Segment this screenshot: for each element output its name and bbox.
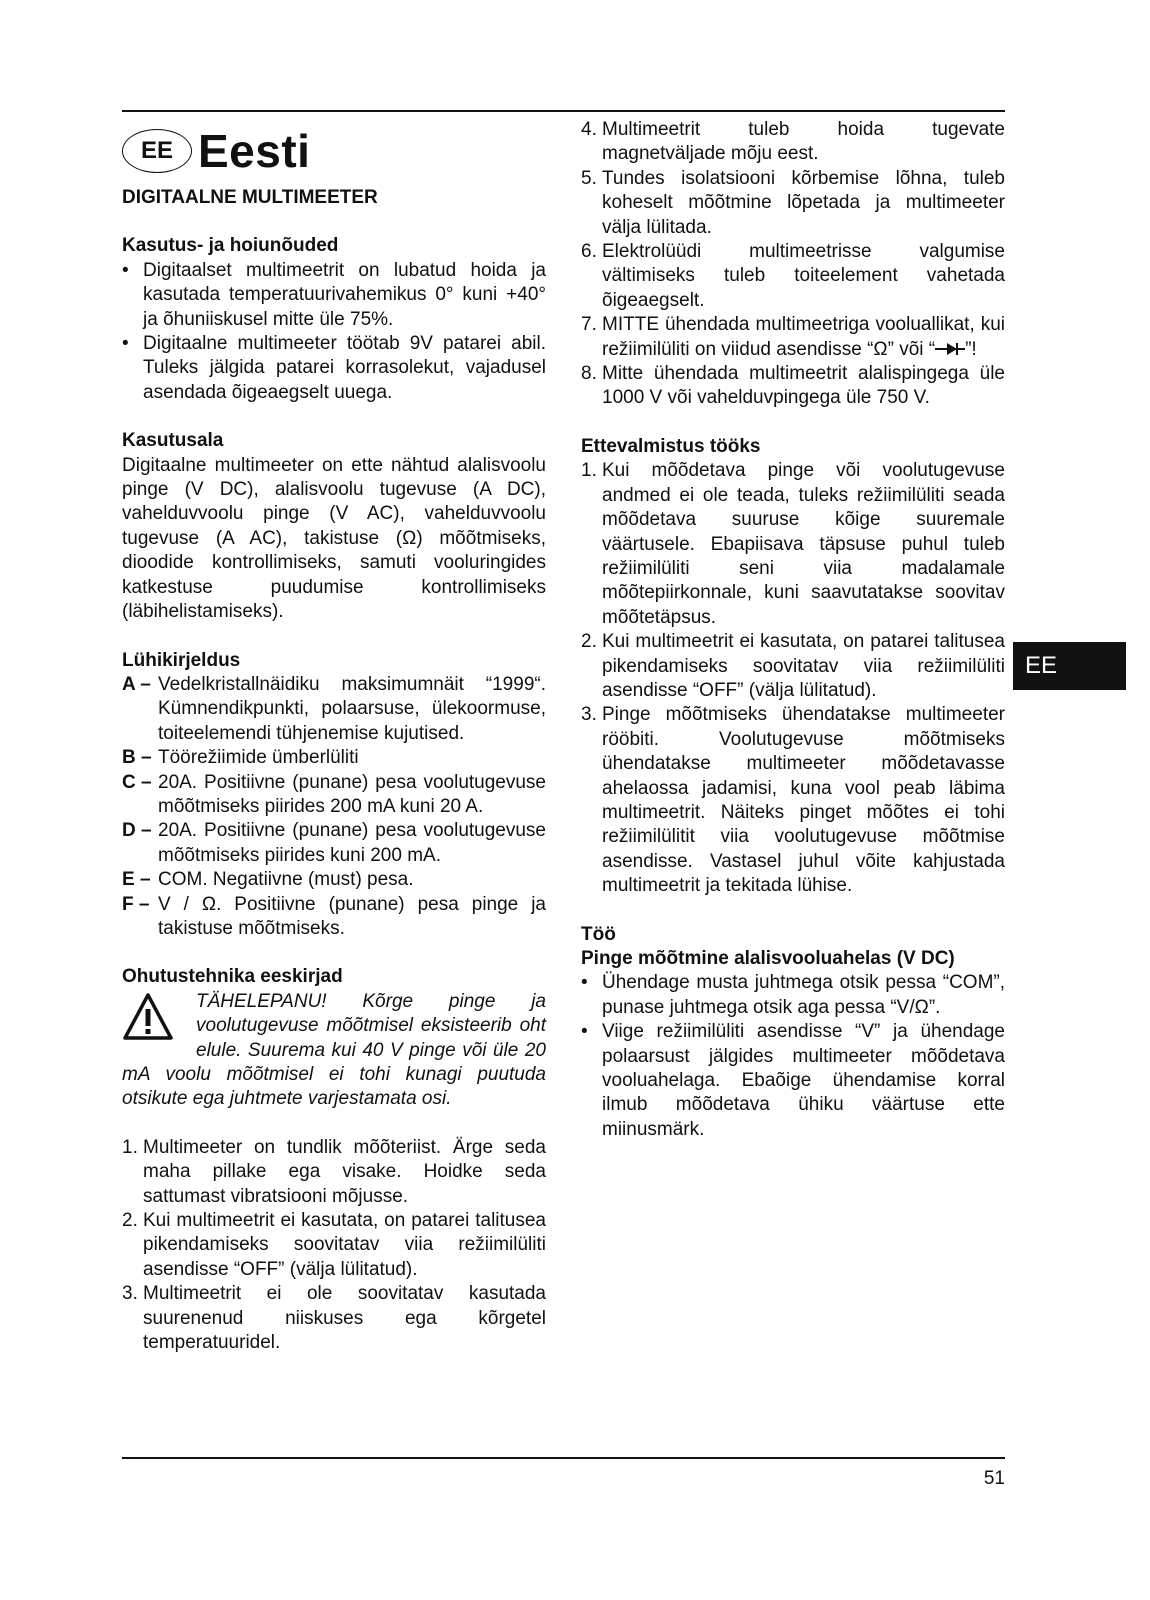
- safety-heading: Ohutustehnika eeskirjad: [122, 966, 343, 988]
- preparation-heading: Ettevalmistus tööks: [581, 435, 761, 457]
- language-badge: EE: [122, 129, 192, 173]
- language-side-tab: EE: [1013, 642, 1126, 690]
- bottom-rule: [122, 1457, 1005, 1459]
- list-item: • Viige režiimilüliti asendisse “V” ja ühendage polaarsust jälgides multimeeter mõõdetava vooluahelaga. Ebaõige ühendamise korral ilmub mõõdetava ühiku väärtuse ette miinusmärk.: [581, 1021, 1005, 1140]
- safety-list-continued: [581, 118, 1005, 411]
- list-item: C – 20A. Positiivne (punane) pesa voolutugevuse mõõtmiseks piirides 200 mA kuni 20 A.: [122, 771, 546, 817]
- warning-block: [122, 990, 546, 1112]
- list-item: 2. Kui multimeetrit ei kasutata, on patarei talitusea pikendamiseks soovitatav viia režiimilüliti asendisse “OFF” (välja lülitatud).: [581, 631, 1005, 701]
- work-heading: Töö: [581, 923, 616, 945]
- list-item: 1. Multimeeter on tundlik mõõteriist. Ärge seda maha pillake ega visake. Hoidke seda sattumast vibratsiooni mõjusse.: [122, 1136, 546, 1207]
- language-header: [122, 118, 546, 184]
- right-column: [581, 118, 1005, 1142]
- usage-text: Digitaalne multimeeter on ette nähtud alalisvoolu pinge (V DC), alalisvoolu tugevuse (A DC), vahelduvvoolu pinge (V AC), vahelduvvoolu tugevuse (A AC), takistuse (Ω) mõõtmiseks, dioodide kontrollimiseks, samuti vooluringides katkestuse puudumise kontrollimiseks (läbihelistamiseks).: [122, 454, 546, 623]
- page-number: 51: [983, 1468, 1005, 1489]
- list-item: • Digitaalset multimeetrit on lubatud hoida ja kasutada temperatuurivahemikus 0° kuni +40° ja õhuniiskusel mitte üle 75%.: [122, 259, 546, 330]
- list-item: • Digitaalne multimeeter töötab 9V patarei abil. Tuleks jälgida patarei korrasolekut, vajadusel asendada õigeaegselt uuega.: [122, 333, 546, 403]
- list-item: 1. Kui mõõdetava pinge või voolutugevuse andmed ei ole teada, tuleks režiimilüliti seada mõõdetava suuruse kõige suuremale väärtusele. Ebapiisava täpsuse puhul tuleb režiimilüliti seni viia madalamale mõõtepiirkonnale, kuni saavutatakse soovitav mõõtetäpsus.: [581, 460, 1005, 628]
- storage-list: [122, 259, 546, 405]
- list-item: B – Töörežiimide ümberlüliti: [122, 747, 359, 769]
- description-heading: Lühikirjeldus: [122, 649, 241, 671]
- warning-icon: [122, 992, 174, 1042]
- list-item: 5. Tundes isolatsiooni kõrbemise lõhna, tuleb koheselt mõõtmine lõpetada ja multimeeter välja lülitada.: [581, 167, 1005, 238]
- list-item: 2. Kui multimeetrit ei kasutata, on patarei talitusea pikendamiseks soovitatav viia režiimilüliti asendisse “OFF” (välja lülitatud).: [122, 1210, 546, 1280]
- list-item: D – 20A. Positiivne (punane) pesa voolutugevuse mõõtmiseks piirides kuni 200 mA.: [122, 820, 546, 866]
- work-subheading: Pinge mõõtmine alalisvooluahelas (V DC): [581, 948, 955, 969]
- list-item: 3. Pinge mõõtmiseks ühendatakse multimeeter rööbiti. Voolutugevuse mõõtmiseks ühendatakse multimeeter mõõdetavasse ahelaossa jadamisi, kuna vool peab läbima multimeetrit. Näiteks pinget mõõtes ei tohi režiimilülitit viia voolutugevuse mõõtmise asendisse. Vastasel juhul võite kahjustada multimeetrit ja tekitada lühise.: [581, 704, 1005, 897]
- list-item: 8. Mitte ühendada multimeetrit alalispingega üle 1000 V või vahelduvpingega üle 750 V.: [581, 363, 1005, 409]
- list-item: • Ühendage musta juhtmega otsik pessa “COM”, punase juhtmega otsik aga pessa “V/Ω”.: [581, 972, 1005, 1018]
- list-item: 7. MITTE ühendada multimeetriga vooluallikat, kui režiimilüliti on viidud asendisse “Ω” või “ ”!: [581, 314, 1005, 360]
- preparation-list: [581, 459, 1005, 898]
- parts-list: [122, 673, 546, 941]
- work-list: [581, 971, 1005, 1142]
- top-rule: [122, 110, 1005, 112]
- storage-heading: Kasutus- ja hoiunõuded: [122, 235, 339, 257]
- list-item: 4. Multimeetrit tuleb hoida tugevate magnetväljade mõju eest.: [581, 119, 1005, 165]
- document-title: DIGITAALNE MULTIMEETER: [122, 187, 378, 208]
- warning-text: TÄHELEPANU! Kõrge pinge ja voolutugevuse mõõtmisel eksisteerib oht elule. Suurema kui 40 V pinge või üle 20 mA voolu mõõtmisel ei tohi kunagi puutuda otsikute ega juhtmete varjestamata osi.: [122, 990, 546, 1110]
- list-item: 6. Elektrolüüdi multimeetrisse valgumise vältimiseks tuleb toiteelement vahetada õigeaegselt.: [581, 241, 1005, 311]
- usage-heading: Kasutusala: [122, 430, 224, 452]
- diode-symbol-icon: [935, 342, 965, 356]
- list-item: A – Vedelkristallnäidiku maksimumnäit “1999“. Kümnendikpunkti, polaarsuse, ülekoormuse, toiteelemendi tühjenemise kujutised.: [122, 673, 546, 744]
- language-title: Eesti: [198, 125, 311, 177]
- list-item: 3. Multimeetrit ei ole soovitatav kasutada suurenenud niiskuses ega kõrgetel temperatuuridel.: [122, 1283, 546, 1354]
- safety-list: [122, 1136, 546, 1356]
- left-column: [122, 118, 546, 1355]
- list-item: F – V / Ω. Positiivne (punane) pesa pinge ja takistuse mõõtmiseks.: [122, 893, 546, 939]
- list-item: E – COM. Negatiivne (must) pesa.: [122, 869, 414, 891]
